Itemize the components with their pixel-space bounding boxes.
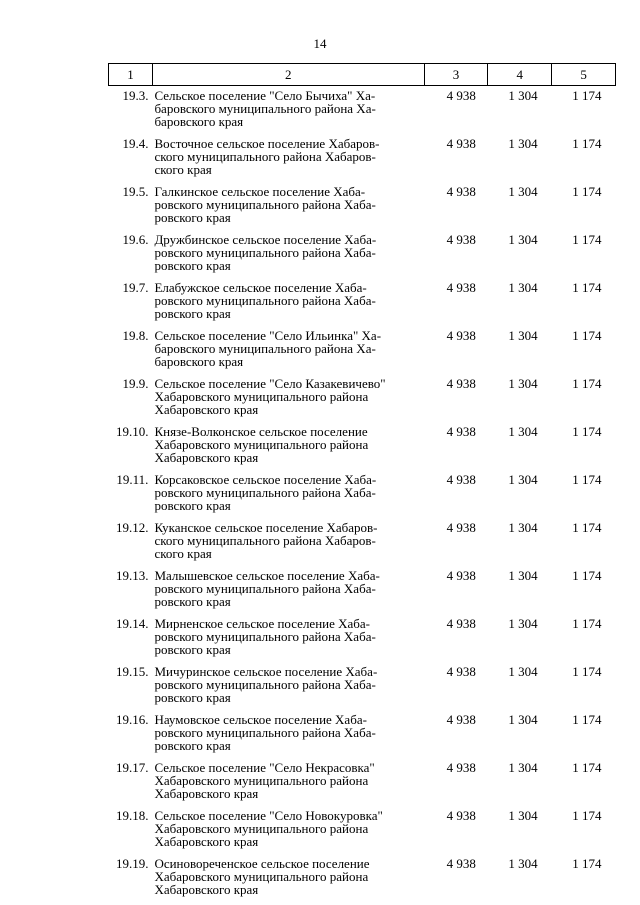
- settlement-name: [152, 662, 424, 710]
- settlement-name: [152, 710, 424, 758]
- settlement-name: [152, 470, 424, 518]
- value-c4: 1 304: [508, 136, 538, 151]
- settlement-name: [152, 758, 424, 806]
- settlement-name-line: Восточное сельское поселение Хабаров-: [154, 136, 380, 151]
- row-number: 19.5.: [122, 184, 149, 199]
- settlement-name-line: ровского муниципального района Хаба-: [154, 197, 376, 212]
- value-c3: 4 938: [446, 184, 476, 199]
- settlement-name-line: Наумовское сельское поселение Хаба-: [154, 712, 367, 727]
- settlement-name-line: баровского муниципального района Ха-: [154, 101, 376, 116]
- table-row: [109, 134, 616, 182]
- value-c4: 1 304: [508, 472, 538, 487]
- settlement-name-line: ровского края: [154, 258, 231, 273]
- value-c5: 1 174: [572, 760, 602, 775]
- value-c3: 4 938: [446, 520, 476, 535]
- settlement-name-line: ровского муниципального района Хаба-: [154, 581, 376, 596]
- value-c5: 1 174: [572, 472, 602, 487]
- settlement-name-line: Хабаровского муниципального района: [154, 437, 369, 452]
- settlement-name: [152, 614, 424, 662]
- row-number: 19.4.: [122, 136, 149, 151]
- value-c4: 1 304: [508, 760, 538, 775]
- table-row: [109, 182, 616, 230]
- header-col-2: 2: [152, 64, 424, 86]
- settlement-name-line: ровского муниципального района Хаба-: [154, 629, 376, 644]
- row-number: 19.14.: [115, 616, 149, 631]
- value-c4: 1 304: [508, 664, 538, 679]
- value-c5: 1 174: [572, 664, 602, 679]
- settlement-name: [152, 86, 424, 135]
- value-c3: 4 938: [446, 376, 476, 391]
- row-number: 19.11.: [116, 472, 149, 487]
- settlement-name-line: Хабаровского муниципального района: [154, 389, 369, 404]
- value-c4: 1 304: [508, 616, 538, 631]
- header-col-3: 3: [424, 64, 488, 86]
- header-col-1: 1: [109, 64, 153, 86]
- settlement-name-line: Куканское сельское поселение Хабаров-: [154, 520, 378, 535]
- value-c4: 1 304: [508, 184, 538, 199]
- row-number: 19.7.: [122, 280, 149, 295]
- settlement-name-line: Хабаровского муниципального района: [154, 773, 369, 788]
- settlement-name-line: Хабаровского края: [154, 834, 259, 849]
- settlement-name: [152, 230, 424, 278]
- settlement-name-line: баровского края: [154, 354, 244, 369]
- value-c5: 1 174: [572, 616, 602, 631]
- row-number: 19.17.: [115, 760, 149, 775]
- settlement-name-line: ровского края: [154, 690, 231, 705]
- table-row: [109, 470, 616, 518]
- settlement-name-line: Елабужское сельское поселение Хаба-: [154, 280, 367, 295]
- settlement-name: [152, 854, 424, 902]
- settlement-name-line: баровского края: [154, 114, 244, 129]
- value-c5: 1 174: [572, 568, 602, 583]
- settlement-name-line: Сельское поселение "Село Бычиха" Ха-: [154, 88, 376, 103]
- value-c4: 1 304: [508, 856, 538, 871]
- value-c4: 1 304: [508, 376, 538, 391]
- value-c4: 1 304: [508, 280, 538, 295]
- settlement-name: [152, 278, 424, 326]
- row-number: 19.6.: [122, 232, 149, 247]
- settlement-name-line: ского муниципального района Хабаров-: [154, 533, 376, 548]
- table-header: [109, 64, 616, 86]
- settlement-name: [152, 134, 424, 182]
- value-c3: 4 938: [446, 472, 476, 487]
- settlement-name-line: ровского края: [154, 210, 231, 225]
- value-c4: 1 304: [508, 712, 538, 727]
- settlement-name-line: Сельское поселение "Село Новокуровка": [154, 808, 383, 823]
- value-c5: 1 174: [572, 376, 602, 391]
- settlement-name-line: ского муниципального района Хабаров-: [154, 149, 376, 164]
- settlement-name-line: ровского муниципального района Хаба-: [154, 677, 376, 692]
- table-row: [109, 614, 616, 662]
- settlement-name: [152, 422, 424, 470]
- table-row: [109, 710, 616, 758]
- header-col-5: 5: [552, 64, 616, 86]
- settlement-name-line: ровского муниципального района Хаба-: [154, 485, 376, 500]
- settlement-name-line: Хабаровского муниципального района: [154, 821, 369, 836]
- settlement-name-line: Хабаровского края: [154, 450, 259, 465]
- header-col-4: 4: [488, 64, 552, 86]
- settlement-name: [152, 518, 424, 566]
- value-c3: 4 938: [446, 568, 476, 583]
- settlement-name-line: Мирненское сельское поселение Хаба-: [154, 616, 371, 631]
- value-c4: 1 304: [508, 520, 538, 535]
- header-row: [109, 64, 616, 86]
- settlement-name-line: Хабаровского края: [154, 786, 259, 801]
- value-c5: 1 174: [572, 184, 602, 199]
- value-c4: 1 304: [508, 808, 538, 823]
- settlement-name-line: Сельское поселение "Село Некрасовка": [154, 760, 375, 775]
- value-c5: 1 174: [572, 520, 602, 535]
- row-number: 19.16.: [115, 712, 149, 727]
- value-c5: 1 174: [572, 424, 602, 439]
- settlement-name-line: Хабаровского края: [154, 402, 259, 417]
- value-c5: 1 174: [572, 280, 602, 295]
- value-c5: 1 174: [572, 136, 602, 151]
- settlement-name-line: ского края: [154, 546, 212, 561]
- settlement-name-line: Князе-Волконское сельское поселение: [154, 424, 368, 439]
- settlements-table: [108, 63, 616, 902]
- table-row: [109, 806, 616, 854]
- table-row: [109, 422, 616, 470]
- value-c3: 4 938: [446, 856, 476, 871]
- row-number: 19.15.: [115, 664, 149, 679]
- value-c3: 4 938: [446, 328, 476, 343]
- table-body: [109, 86, 616, 903]
- row-number: 19.3.: [122, 88, 149, 103]
- table-row: [109, 326, 616, 374]
- row-number: 19.12.: [115, 520, 149, 535]
- value-c5: 1 174: [572, 856, 602, 871]
- settlement-name-line: Малышевское сельское поселение Хаба-: [154, 568, 380, 583]
- settlement-name: [152, 806, 424, 854]
- value-c5: 1 174: [572, 712, 602, 727]
- table-row: [109, 854, 616, 902]
- value-c3: 4 938: [446, 88, 476, 103]
- settlement-name-line: Мичуринское сельское поселение Хаба-: [154, 664, 378, 679]
- settlement-name-line: Сельское поселение "Село Казакевичево": [154, 376, 386, 391]
- settlement-name-line: баровского муниципального района Ха-: [154, 341, 376, 356]
- row-number: 19.18.: [115, 808, 149, 823]
- value-c4: 1 304: [508, 424, 538, 439]
- table-row: [109, 374, 616, 422]
- table-row: [109, 86, 616, 135]
- settlement-name-line: ровского края: [154, 498, 231, 513]
- table-row: [109, 566, 616, 614]
- settlement-name-line: ского края: [154, 162, 212, 177]
- row-number: 19.10.: [115, 424, 149, 439]
- settlement-name-line: ровского муниципального района Хаба-: [154, 245, 376, 260]
- table-row: [109, 230, 616, 278]
- settlement-name-line: Хабаровского края: [154, 882, 259, 897]
- settlement-name-line: Корсаковское сельское поселение Хаба-: [154, 472, 377, 487]
- settlement-name-line: ровского муниципального района Хаба-: [154, 725, 376, 740]
- settlement-name: [152, 374, 424, 422]
- value-c3: 4 938: [446, 760, 476, 775]
- table-row: [109, 278, 616, 326]
- value-c3: 4 938: [446, 136, 476, 151]
- settlement-name-line: Осиновореченское сельское поселение: [154, 856, 370, 871]
- table-row: [109, 662, 616, 710]
- value-c3: 4 938: [446, 664, 476, 679]
- value-c3: 4 938: [446, 280, 476, 295]
- value-c3: 4 938: [446, 424, 476, 439]
- settlement-name-line: ровского края: [154, 306, 231, 321]
- value-c4: 1 304: [508, 328, 538, 343]
- settlement-name-line: Дружбинское сельское поселение Хаба-: [154, 232, 377, 247]
- settlement-name-line: Галкинское сельское поселение Хаба-: [154, 184, 366, 199]
- settlement-name: [152, 566, 424, 614]
- page-number: 14: [313, 36, 327, 51]
- value-c5: 1 174: [572, 88, 602, 103]
- row-number: 19.9.: [122, 376, 149, 391]
- settlement-name-line: ровского края: [154, 594, 231, 609]
- value-c3: 4 938: [446, 232, 476, 247]
- value-c5: 1 174: [572, 232, 602, 247]
- row-number: 19.19.: [115, 856, 149, 871]
- table-row: [109, 758, 616, 806]
- row-number: 19.13.: [115, 568, 149, 583]
- value-c3: 4 938: [446, 712, 476, 727]
- settlement-name-line: ровского муниципального района Хаба-: [154, 293, 376, 308]
- value-c4: 1 304: [508, 568, 538, 583]
- value-c4: 1 304: [508, 232, 538, 247]
- value-c5: 1 174: [572, 328, 602, 343]
- settlement-name: [152, 326, 424, 374]
- value-c3: 4 938: [446, 808, 476, 823]
- row-number: 19.8.: [122, 328, 149, 343]
- value-c3: 4 938: [446, 616, 476, 631]
- table-row: [109, 518, 616, 566]
- value-c5: 1 174: [572, 808, 602, 823]
- settlement-name-line: ровского края: [154, 738, 231, 753]
- settlement-name-line: Хабаровского муниципального района: [154, 869, 369, 884]
- settlement-name-line: Сельское поселение "Село Ильинка" Ха-: [154, 328, 382, 343]
- settlement-name: [152, 182, 424, 230]
- value-c4: 1 304: [508, 88, 538, 103]
- settlement-name-line: ровского края: [154, 642, 231, 657]
